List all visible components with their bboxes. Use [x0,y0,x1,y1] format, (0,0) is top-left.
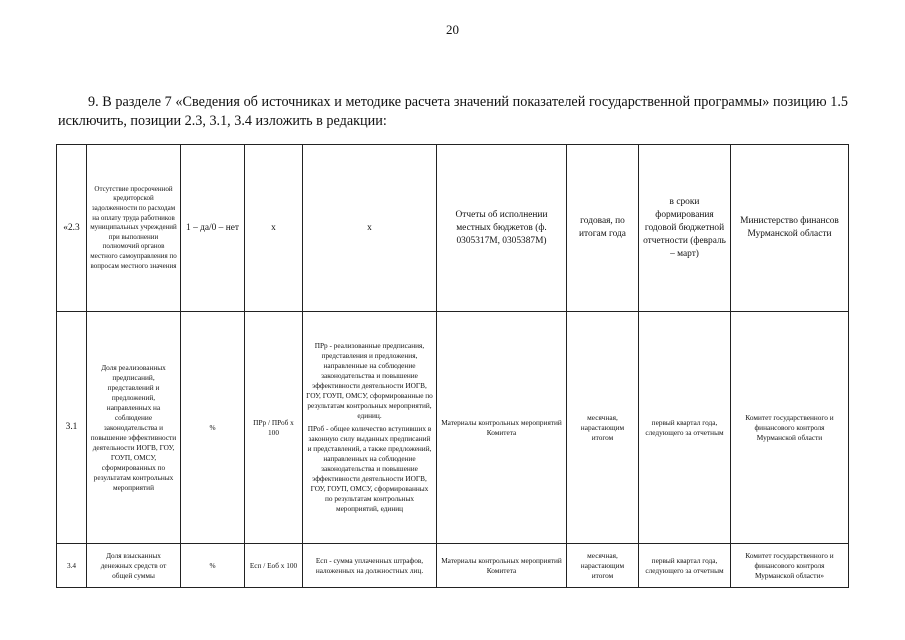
instruction-paragraph: 9. В разделе 7 «Сведения об источниках и методике расчета значений показателей государственной программы» позицию 1.5 исключить, позиции 2.3, 3.1, 3.4 изложить в редакции: [58,94,848,129]
formula-cell: ПРр / ПРоб х 100 [245,312,303,544]
periodicity-cell: месячная, нарастающим итогом [567,312,639,544]
table-row [57,312,849,544]
indicator-name: Доля взысканных денежных средств от общей суммы [87,544,181,588]
responsible-cell: Комитет государственного и финансового контроля Мурманской области» [731,544,849,588]
timing-cell: первый квартал года, следующего за отчетным [639,544,731,588]
row-number: «2.3 [57,145,87,312]
page-number: 20 [446,22,459,37]
timing-cell: в сроки формирования годовой бюджетной отчетности (февраль – март) [639,145,731,312]
responsible-cell: Комитет государственного и финансового контроля Мурманской области [731,312,849,544]
formula-cell: х [245,145,303,312]
table-row [57,145,849,312]
indicator-name: Доля реализованных предписаний, представлений и предложений, направленных на соблюдение законодательства и повышение эффективности деятельности ИОГВ, ГОУ, ГОУП, ОМСУ, сформированных по результатам контрольных мероприятий [87,312,181,544]
timing-cell: первый квартал года, следующего за отчетным [639,312,731,544]
formula-cell: Есп / Еоб х 100 [245,544,303,588]
unit-cell: 1 – да/0 – нет [181,145,245,312]
formula-description: Есп - сумма уплаченных штрафов, наложенных на должностных лиц. [303,544,437,588]
row-number: 3.1 [57,312,87,544]
unit-cell: % [181,544,245,588]
responsible-cell: Министерство финансов Мурманской области [731,145,849,312]
formula-description: х [303,145,437,312]
unit-cell: % [181,312,245,544]
data-source: Материалы контрольных мероприятий Комитета [437,312,567,544]
data-source: Отчеты об исполнении местных бюджетов (ф. 0305317М, 0305387М) [437,145,567,312]
formula-description: ПРр - реализованные предписания, представления и предложения, направленные на соблюдение законодательства и повышение эффективности деятельности ИОГВ, ГОУ, ГОУП, ОМСУ, сформированные по результатам контрольных мероприятий, единиц. ПРоб - общее количество вступивших в законную силу выданных предписаний и представлений, а также предложений, направленных на соблюдение законодательства и повышение эффективности деятельности ИОГВ, ГОУ, ГОУП, ОМСУ, сформированных по результатам контрольных мероприятий, единиц [303,312,437,544]
periodicity-cell: годовая, по итогам года [567,145,639,312]
table-row [57,544,849,588]
data-source: Материалы контрольных мероприятий Комитета [437,544,567,588]
periodicity-cell: месячная, нарастающим итогом [567,544,639,588]
indicator-table [56,144,849,588]
row-number: 3.4 [57,544,87,588]
indicator-name: Отсутствие просроченной кредиторской задолженности по расходам на оплату труда работников муниципальных учреждений при выполнении полномочий органов местного самоуправления по вопросам местного значения [87,145,181,312]
